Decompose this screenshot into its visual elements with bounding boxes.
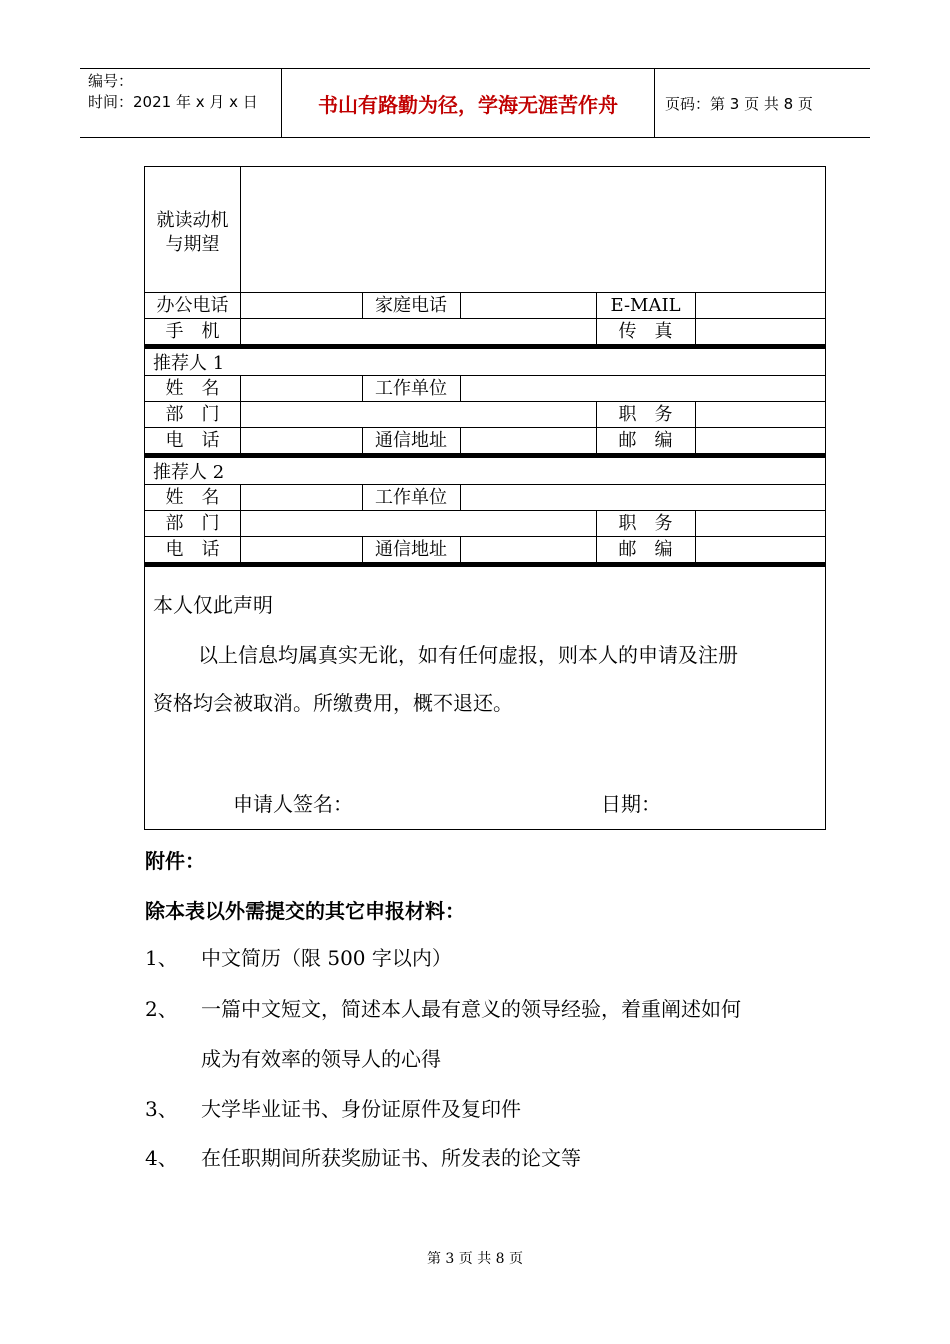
attachment-item xyxy=(145,993,741,1022)
page-info: 页码：第 3 页 共 8 页 xyxy=(665,94,813,113)
col-line xyxy=(695,401,696,454)
referee2-employer-label: 工作单位 xyxy=(375,487,447,508)
item-number: 3、 xyxy=(145,1097,178,1121)
col-line xyxy=(240,484,241,563)
col-line xyxy=(695,292,696,345)
date-label: 日期： xyxy=(601,792,661,816)
col-line xyxy=(460,292,461,319)
thick-divider xyxy=(145,562,825,567)
col-line xyxy=(460,427,461,454)
signature-label: 申请人签名： xyxy=(233,792,353,816)
row-line xyxy=(145,427,825,428)
motivation-label-line2: 与期望 xyxy=(165,234,220,255)
referee2-phone-label: 电 话 xyxy=(165,539,220,560)
declaration-line1: 以上信息均属真实无讹，如有任何虚报，则本人的申请及注册 xyxy=(198,643,738,667)
page-header xyxy=(80,68,870,138)
number-label: 编号： xyxy=(88,72,134,90)
referee1-heading: 推荐人 1 xyxy=(153,353,225,374)
motivation-label-line1: 就读动机 xyxy=(156,210,229,231)
header-meta xyxy=(88,71,283,113)
header-divider xyxy=(654,69,655,137)
thick-divider xyxy=(145,344,825,349)
col-line xyxy=(695,510,696,563)
thick-divider xyxy=(145,453,825,458)
referee1-name-label: 姓 名 xyxy=(165,378,220,399)
attachments-subtitle: 除本表以外需提交的其它申报材料： xyxy=(145,899,465,923)
referee2-position-label: 职 务 xyxy=(618,513,673,534)
referee1-employer-label: 工作单位 xyxy=(375,378,447,399)
attachment-item xyxy=(145,942,452,971)
application-form xyxy=(144,166,826,830)
attachments-title: 附件： xyxy=(145,849,205,873)
item-text: 大学毕业证书、身份证原件及复印件 xyxy=(201,1097,521,1121)
row-line xyxy=(145,292,825,293)
item-text: 在任职期间所获奖励证书、所发表的论文等 xyxy=(201,1146,581,1170)
referee2-postcode-label: 邮 编 xyxy=(618,539,673,560)
page-footer: 第 3 页 共 8 页 xyxy=(426,1251,524,1267)
item-text-continued: 成为有效率的领导人的心得 xyxy=(201,1047,441,1071)
row-line xyxy=(145,484,825,485)
item-number: 1、 xyxy=(145,946,178,970)
motivation-label xyxy=(145,209,240,257)
attachment-item xyxy=(145,1093,521,1122)
item-text: 一篇中文短文，简述本人最有意义的领导经验，着重阐述如何 xyxy=(201,997,741,1021)
referee1-address-label: 通信地址 xyxy=(375,430,447,451)
item-number: 4、 xyxy=(145,1146,178,1170)
referee2-heading: 推荐人 2 xyxy=(153,462,225,483)
col-line xyxy=(460,536,461,563)
referee2-name-label: 姓 名 xyxy=(165,487,220,508)
referee1-position-label: 职 务 xyxy=(618,404,673,425)
item-text: 中文简历（限 500 字以内） xyxy=(201,946,452,970)
item-number: 2、 xyxy=(145,997,178,1021)
referee1-postcode-label: 邮 编 xyxy=(618,430,673,451)
row-line xyxy=(145,401,825,402)
col-line xyxy=(240,375,241,454)
referee2-department-label: 部 门 xyxy=(165,513,220,534)
row-line xyxy=(145,536,825,537)
mobile-label: 手 机 xyxy=(165,321,220,342)
referee1-department-label: 部 门 xyxy=(165,404,220,425)
row-line xyxy=(145,510,825,511)
col-line xyxy=(460,375,461,402)
declaration-title: 本人仅此声明 xyxy=(153,593,273,617)
home-phone-label: 家庭电话 xyxy=(375,295,447,316)
referee2-address-label: 通信地址 xyxy=(375,539,447,560)
fax-label: 传 真 xyxy=(618,321,673,342)
email-label: E-MAIL xyxy=(610,295,681,316)
row-line xyxy=(145,318,825,319)
row-line xyxy=(145,375,825,376)
col-line xyxy=(460,484,461,511)
attachment-item xyxy=(145,1142,581,1171)
office-phone-label: 办公电话 xyxy=(156,295,229,316)
referee1-phone-label: 电 话 xyxy=(165,430,220,451)
declaration-line2: 资格均会被取消。所缴费用，概不退还。 xyxy=(153,691,513,715)
time-label: 时间：2021 年 x 月 x 日 xyxy=(88,93,258,111)
motto: 书山有路勤为径，学海无涯苦作舟 xyxy=(318,92,618,117)
col-line xyxy=(240,167,241,345)
